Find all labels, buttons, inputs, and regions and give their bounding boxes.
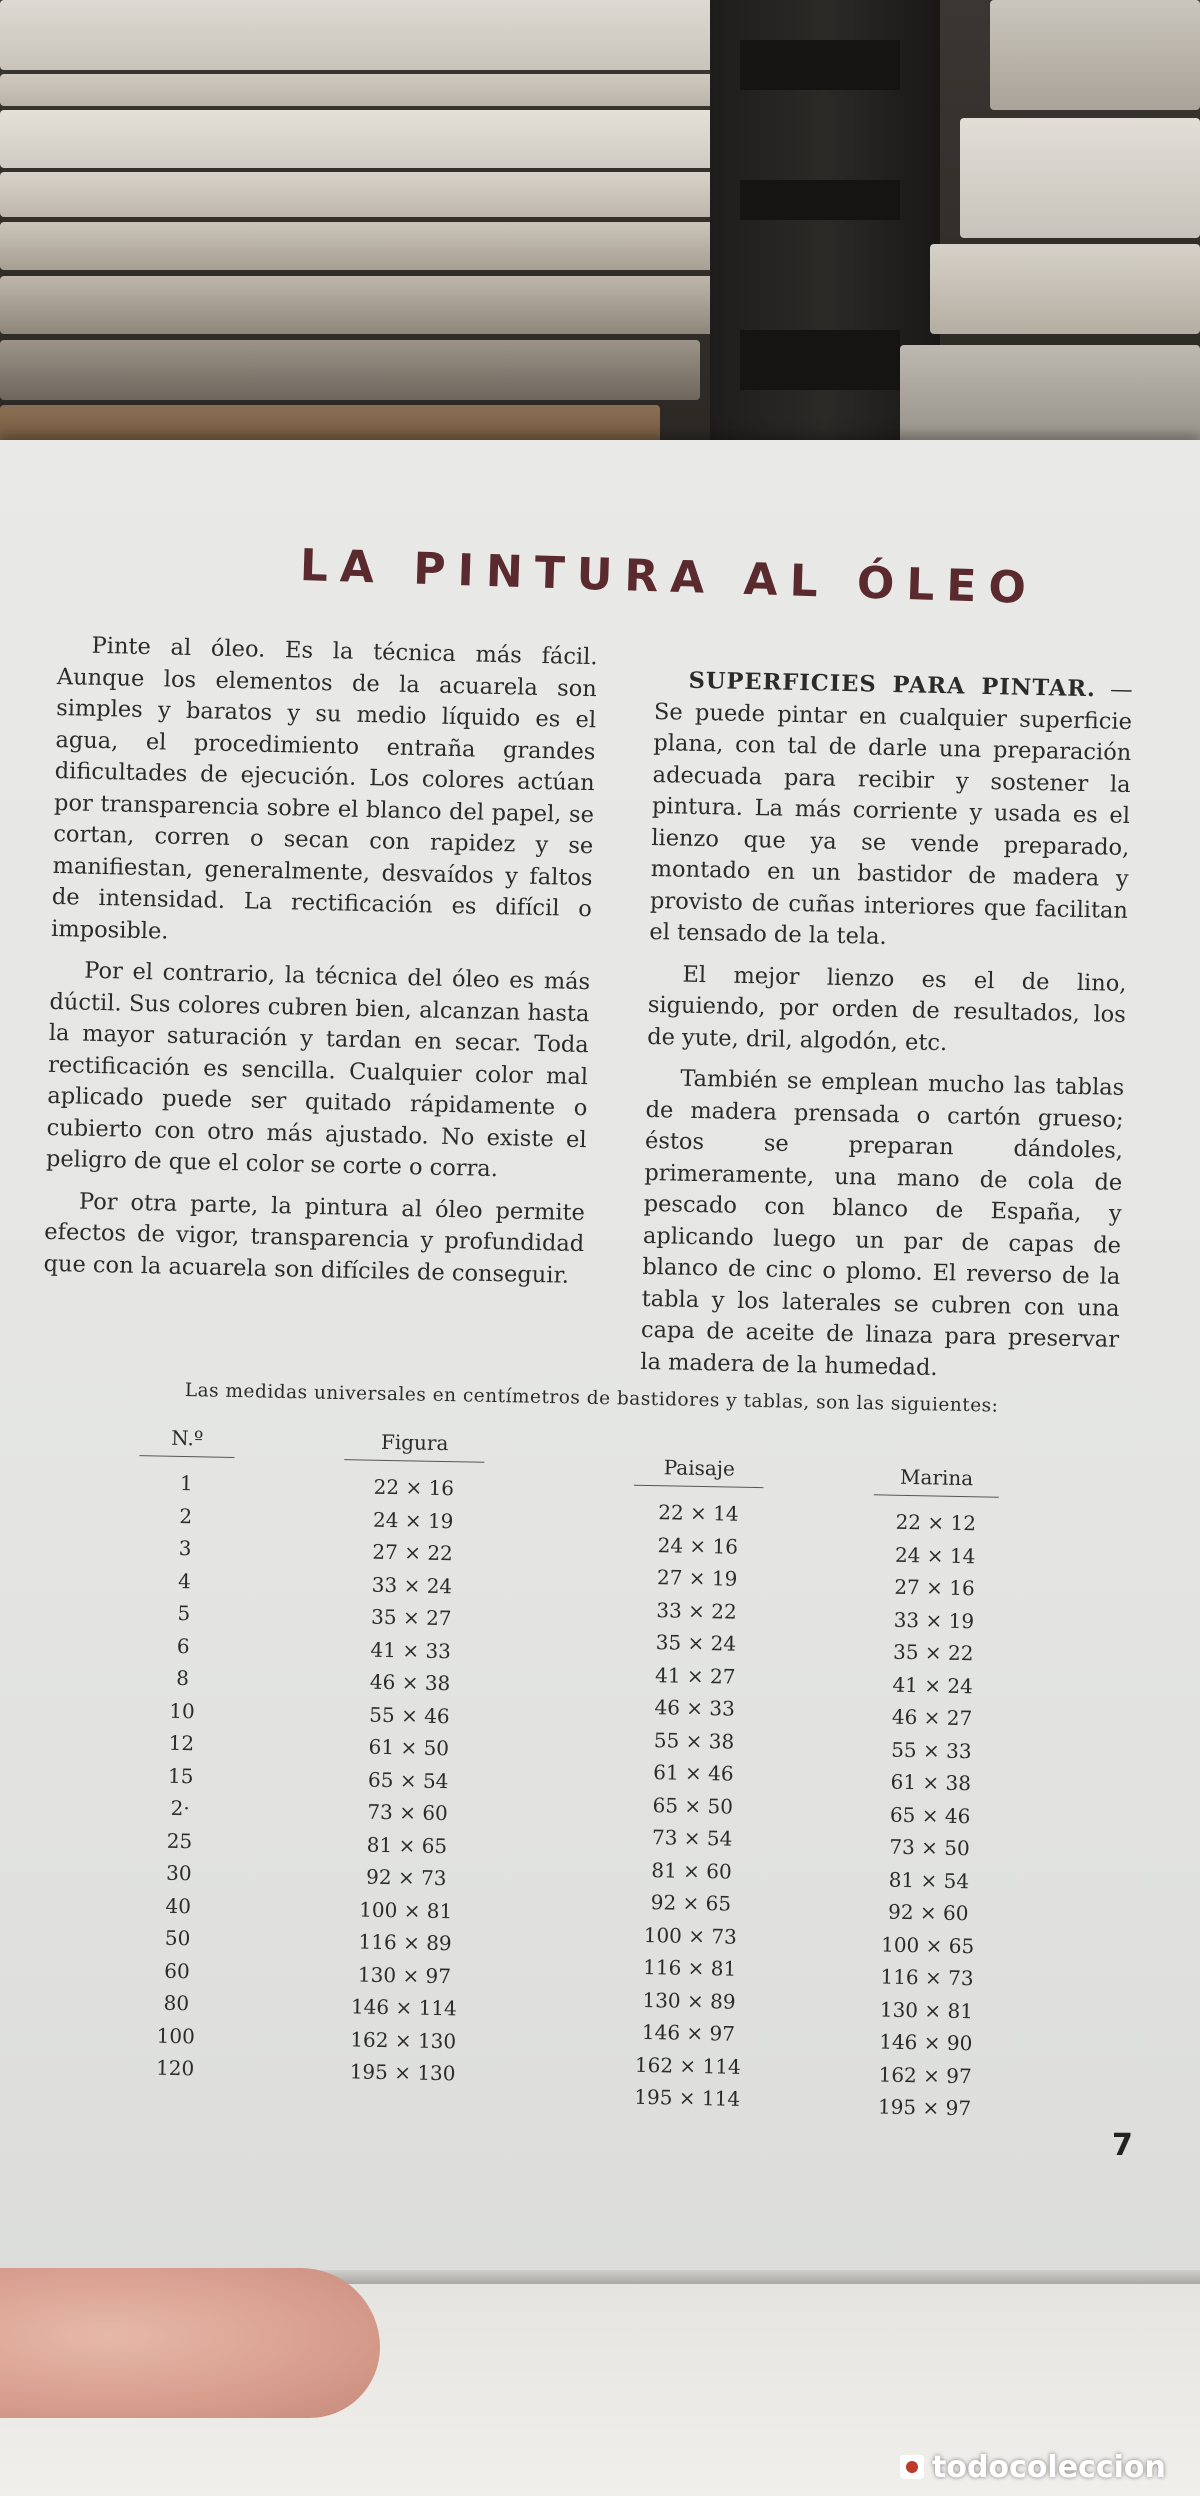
table-cell-marina: 33 × 19 xyxy=(893,1607,975,1633)
table-cell-paisaje: 65 × 50 xyxy=(652,1792,734,1819)
table-cell-paisaje: 73 × 54 xyxy=(651,1825,733,1851)
table-cell-figura: 46 × 38 xyxy=(369,1669,451,1696)
table-caption: Las medidas universales en centímetros de bastidores y tablas, son las siguientes: xyxy=(184,1380,999,1417)
table-cell-paisaje: 130 × 89 xyxy=(642,1987,736,2014)
table-cell-number: 2 xyxy=(179,1503,193,1528)
watermark xyxy=(900,2450,1166,2485)
column-header: Paisaje xyxy=(634,1455,765,1488)
page-title: LA PINTURA AL ÓLEO xyxy=(299,540,1039,615)
column-header: Figura xyxy=(344,1429,485,1463)
table-cell-paisaje: 61 × 46 xyxy=(653,1760,734,1786)
watermark-icon xyxy=(900,2455,924,2479)
column-figura xyxy=(332,1429,485,2090)
table-cell-paisaje: 22 × 14 xyxy=(658,1500,739,1526)
book xyxy=(0,276,720,334)
column-header: N.º xyxy=(139,1425,235,1458)
table-cell-figura: 81 × 65 xyxy=(366,1832,448,1858)
table-cell-number: 30 xyxy=(165,1860,192,1886)
table-cell-marina: 130 × 81 xyxy=(879,1997,974,2023)
table-cell-paisaje: 116 × 81 xyxy=(642,1954,737,1981)
table-cell-marina: 35 × 22 xyxy=(892,1639,974,1666)
table-cell-paisaje: 24 × 16 xyxy=(657,1532,739,1559)
table-cell-marina: 116 × 73 xyxy=(880,1964,974,1991)
table-cell-marina: 22 × 12 xyxy=(895,1509,977,1536)
table-cell-paisaje: 27 × 19 xyxy=(656,1565,738,1591)
table-cell-marina: 73 × 50 xyxy=(889,1834,970,1861)
left-paragraph: Por el contrario, la técnica del óleo es más dúctil. Sus colores cubren bien, alcanzan hasta la mayor saturación y tardan en secar. Toda rectificación es sencilla. Cualquier color mal aplicado puede ser quitado rápidamente o cubierto con otro más ajustado. No existe el peligro de que el color se corte o corra. xyxy=(45,957,591,1183)
table-cell-marina: 100 × 65 xyxy=(880,1932,975,1958)
table-cell-figura: 116 × 89 xyxy=(358,1929,452,1956)
book xyxy=(0,340,700,400)
table-cell-marina: 24 × 14 xyxy=(894,1542,976,1568)
book xyxy=(0,172,760,217)
table-cell-number: 50 xyxy=(164,1925,191,1951)
table-cell-marina: 195 × 97 xyxy=(877,2094,972,2121)
table-cell-figura: 35 × 27 xyxy=(370,1604,452,1631)
table-cell-marina: 162 × 97 xyxy=(878,2061,972,2088)
watermark-text: todocoleccion xyxy=(932,2450,1166,2485)
section-text: — Se puede pintar en cualquier superficie plana, con tal de darle una preparación adecuada para recibir y sostener la pintura. La más corriente y usada es el lienzo que ya se vende preparado, montado en un bastidor de madera y provisto de cuñas interiores que facilitan el tensado de la tela. xyxy=(649,676,1133,950)
table-cell-marina: 65 × 46 xyxy=(889,1802,971,1828)
table-cell-number: 6 xyxy=(176,1633,190,1658)
table-cell-figura: 73 × 60 xyxy=(367,1799,449,1826)
book-spine xyxy=(740,40,900,90)
book xyxy=(930,244,1200,334)
book xyxy=(960,118,1200,238)
table-cell-figura: 162 × 130 xyxy=(350,2026,457,2053)
table-cell-figura: 55 × 46 xyxy=(369,1702,450,1728)
table-cell-paisaje: 195 × 114 xyxy=(634,2084,741,2111)
bookshelf xyxy=(0,0,1200,500)
table-cell-number: 100 xyxy=(156,2023,196,2048)
page-number: 7 xyxy=(1112,2128,1133,2163)
right-paragraph: El mejor lienzo es el de lino, siguiendo, por orden de resultados, los de yute, dril, algodón, etc. xyxy=(646,961,1127,1056)
table-cell-number: 3 xyxy=(178,1535,192,1561)
table-cell-paisaje: 41 × 27 xyxy=(654,1662,736,1689)
table-cell-marina: 92 × 60 xyxy=(887,1899,969,1926)
table-cell-paisaje: 46 × 33 xyxy=(654,1695,736,1721)
table-cell-number: 8 xyxy=(176,1665,190,1691)
table-cell-paisaje: 162 × 114 xyxy=(634,2052,741,2079)
table-cell-figura: 33 × 24 xyxy=(371,1572,453,1598)
table-cell-paisaje: 33 × 22 xyxy=(656,1597,737,1624)
sizes-table xyxy=(117,1425,1050,2121)
table-cell-paisaje: 81 × 60 xyxy=(651,1857,732,1884)
book xyxy=(0,74,790,106)
finger xyxy=(0,2268,380,2418)
table-cell-number: 10 xyxy=(169,1698,195,1723)
table-cell-figura: 27 × 22 xyxy=(372,1539,454,1566)
table-cell-number: 25 xyxy=(166,1828,193,1853)
book-spine xyxy=(740,180,900,220)
table-cell-number: 12 xyxy=(168,1730,195,1756)
section-heading: SUPERFICIES PARA PINTAR. xyxy=(688,667,1097,703)
table-cell-figura: 22 × 16 xyxy=(373,1474,455,1501)
table-cell-paisaje: 92 × 65 xyxy=(650,1890,732,1916)
table-cell-number: 1 xyxy=(179,1470,193,1496)
book xyxy=(0,0,800,70)
column-paisaje xyxy=(622,1455,765,2116)
table-cell-number: 15 xyxy=(167,1763,194,1788)
column-header: Marina xyxy=(874,1464,1000,1497)
table-cell-figura: 146 × 114 xyxy=(350,1994,457,2021)
table-cell-marina: 146 × 90 xyxy=(879,2029,973,2056)
right-paragraph xyxy=(649,665,1133,958)
table-cell-paisaje: 146 × 97 xyxy=(641,2019,736,2046)
table-cell-figura: 100 × 81 xyxy=(358,1896,453,1923)
left-paragraph: Por otra parte, la pintura al óleo permite efectos de vigor, transparencia y profundidad que con la acuarela son difíciles de conseguir. xyxy=(43,1188,586,1289)
table-cell-paisaje: 35 × 24 xyxy=(655,1630,737,1656)
left-paragraph: Pinte al óleo. Es la técnica más fácil. Aunque los elementos de la acuarela son simples y baratos y su medio líquido es el agua, el procedimiento entraña grandes dificultades de ejecución. Los colores actúan por transparencia sobre el blanco del papel, se cortan, corren o secan con rapidez y se manifiestan, generalmente, desvaídos y faltos de intensidad. La rectificación es difícil o imposible. xyxy=(50,632,598,945)
right-column xyxy=(640,665,1133,1398)
table-cell-number: 60 xyxy=(164,1958,190,1983)
book xyxy=(0,222,740,270)
table-cell-number: 80 xyxy=(163,1990,190,2016)
table-cell-figura: 24 × 19 xyxy=(372,1507,454,1533)
table-cell-marina: 27 × 16 xyxy=(894,1574,975,1601)
column-marina xyxy=(862,1464,1000,2125)
book xyxy=(990,0,1200,110)
right-paragraph: También se emplean mucho las tablas de madera prensada o cartón grueso; éstos se preparan dándoles, primeramente, una mano de cola de pescado con blanco de España, y aplicando luego un par de capas de blanco de cinc o plomo. El reverso de la tabla y los laterales se cubren con una capa de aceite de linaza para preservar la madera de la humedad. xyxy=(640,1065,1125,1381)
table-cell-paisaje: 55 × 38 xyxy=(653,1727,735,1754)
table-cell-number: 120 xyxy=(155,2055,195,2081)
table-cell-number: 4 xyxy=(177,1568,192,1593)
book xyxy=(0,110,780,168)
table-cell-number: 5 xyxy=(177,1600,191,1626)
table-cell-figura: 65 × 54 xyxy=(367,1767,449,1793)
column-number xyxy=(127,1425,235,2085)
table-cell-marina: 41 × 24 xyxy=(892,1672,974,1698)
table-cell-number: 40 xyxy=(165,1893,192,1918)
table-cell-figura: 41 × 33 xyxy=(370,1637,452,1663)
table-cell-marina: 61 × 38 xyxy=(890,1769,972,1796)
left-column xyxy=(43,630,598,1302)
table-cell-figura: 92 × 73 xyxy=(365,1864,447,1891)
table-cell-figura: 195 × 130 xyxy=(349,2059,456,2086)
table-cell-paisaje: 100 × 73 xyxy=(643,1922,738,1949)
table-cell-marina: 55 × 33 xyxy=(890,1737,972,1763)
table-cell-figura: 61 × 50 xyxy=(368,1734,450,1761)
table-cell-number: 2· xyxy=(170,1795,190,1821)
table-cell-marina: 81 × 54 xyxy=(888,1867,970,1893)
table-cell-figura: 130 × 97 xyxy=(357,1961,452,1988)
book-spine xyxy=(740,330,900,390)
table-cell-marina: 46 × 27 xyxy=(891,1704,973,1731)
